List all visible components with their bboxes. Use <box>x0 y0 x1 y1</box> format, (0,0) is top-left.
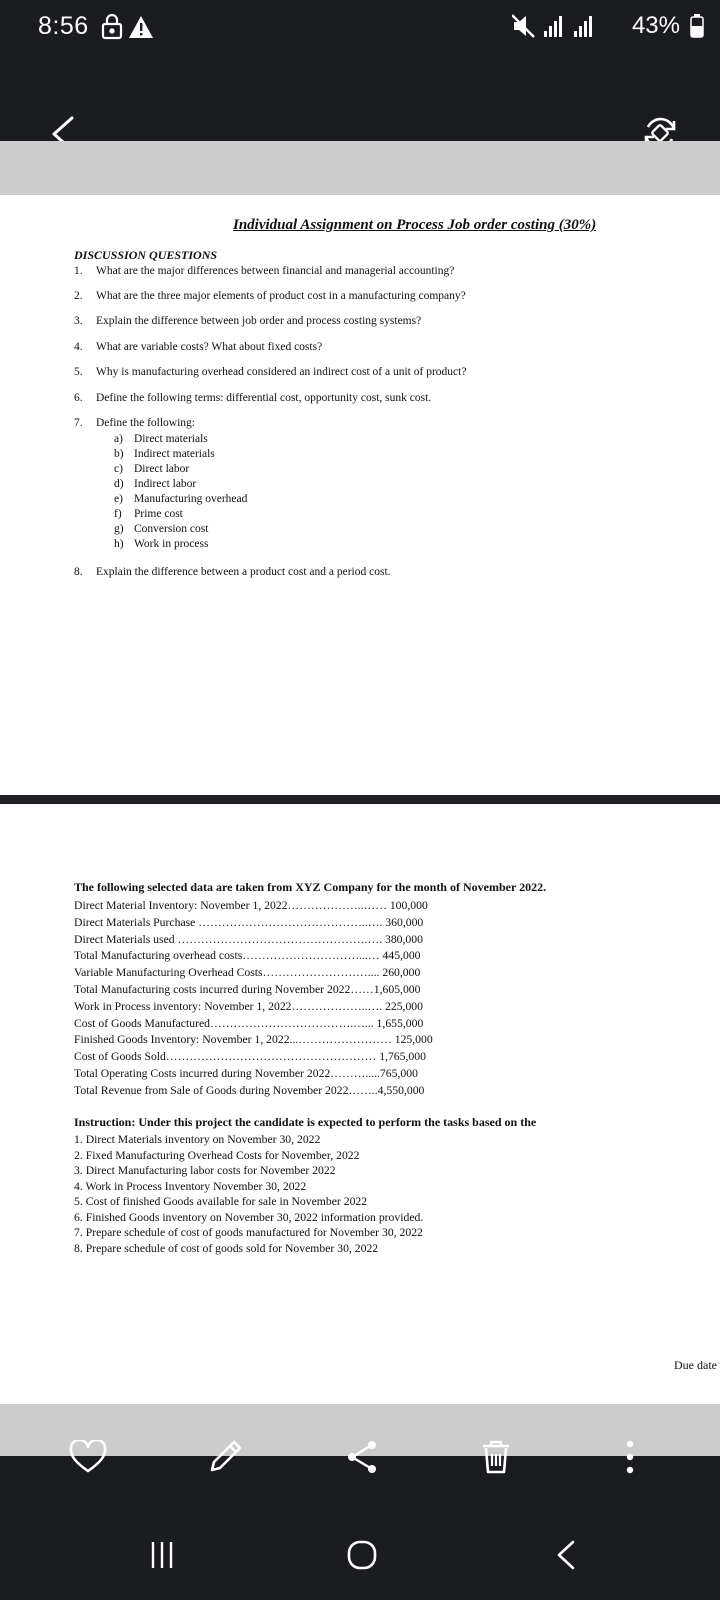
question-4: 4. What are variable costs? What about fixed costs? <box>74 341 323 353</box>
edit-button[interactable] <box>203 1435 247 1479</box>
viewer-gray-strip <box>0 141 720 195</box>
nav-back-button[interactable] <box>544 1533 588 1577</box>
data-line: Direct Material Inventory: November 1, 2022………………..…… 100,000 <box>74 899 428 912</box>
list-item: 5. Cost of finished Goods available for sale in November 2022 <box>74 1195 368 1208</box>
instruction-heading: Instruction: Under this project the candidate is expected to perform the tasks based on the <box>74 1115 537 1129</box>
define-list <box>114 432 247 552</box>
list-item: 7. Prepare schedule of cost of goods manufactured for November 30, 2022 <box>74 1226 423 1239</box>
share-icon <box>344 1438 382 1476</box>
question-6: 6. Define the following terms: differential cost, opportunity cost, sunk cost. <box>74 392 432 404</box>
data-line: Cost of Goods Manufactured……………………………….…... 1,655,000 <box>74 1016 424 1030</box>
list-item: 4. Work in Process Inventory November 30, 2022 <box>74 1179 307 1193</box>
data-line: Work in Process inventory: November 1, 2022………………..…. 225,000 <box>74 999 423 1013</box>
question-2: 2. What are the three major elements of product cost in a manufacturing company? <box>74 290 466 302</box>
data-line: Total Operating Costs incurred during November 2022……….....765,000 <box>74 1066 418 1080</box>
status-time: 8:56 <box>38 12 89 40</box>
data-line: Direct Materials Purchase ……………………………………..…. 360,000 <box>74 915 424 929</box>
recents-button[interactable] <box>140 1533 184 1577</box>
assignment-title: Individual Assignment on Process Job order costing (30%) <box>233 217 597 233</box>
question-3: 3. Explain the difference between job order and process costing systems? <box>74 315 422 327</box>
list-item: f) Prime cost <box>114 508 183 520</box>
battery-icon <box>690 14 704 38</box>
edit-icon <box>206 1438 244 1476</box>
lock-icon <box>103 15 121 38</box>
home-button[interactable] <box>340 1533 384 1577</box>
list-item: 8. Prepare schedule of cost of goods sold for November 30, 2022 <box>74 1241 379 1255</box>
list-item: g) Conversion cost <box>114 523 209 535</box>
data-line: Cost of Goods Sold……………………………………………… 1,765,000 <box>74 1050 426 1064</box>
page-divider <box>0 795 720 804</box>
trash-icon <box>477 1438 515 1476</box>
data-line: Variable Manufacturing Overhead Costs……………………….... 260,000 <box>74 966 421 980</box>
list-item: e) Manufacturing overhead <box>114 493 248 505</box>
data-line: Total Manufacturing costs incurred during November 2022……1,605,000 <box>74 982 421 996</box>
data-heading: The following selected data are taken from XYZ Company for the month of November 2022. <box>74 880 547 894</box>
document-page-2 <box>0 804 720 1404</box>
signal-icon <box>544 16 592 37</box>
back-icon <box>553 1539 579 1571</box>
delete-button[interactable] <box>474 1435 518 1479</box>
data-line: Finished Goods Inventory: November 1, 2022...…………………… 125,000 <box>74 1033 433 1047</box>
due-date-label: Due date <box>674 1358 717 1372</box>
status-bar <box>0 0 720 56</box>
warning-icon <box>129 16 153 38</box>
list-item: c) Direct labor <box>114 463 190 475</box>
more-options-button[interactable] <box>608 1435 652 1479</box>
data-line: Total Manufacturing overhead costs…………………………...… 445,000 <box>74 949 421 963</box>
list-item: 1. Direct Materials inventory on November 30, 2022 <box>74 1133 321 1146</box>
discussion-heading: DISCUSSION QUESTIONS <box>74 248 218 262</box>
list-item: 6. Finished Goods inventory on November 30, 2022 information provided. <box>74 1210 424 1224</box>
viewer-top-bar <box>0 56 720 141</box>
list-item: 2. Fixed Manufacturing Overhead Costs for November, 2022 <box>74 1148 360 1162</box>
battery-percentage: 43% <box>631 12 680 39</box>
data-list <box>74 898 433 1100</box>
instruction-list <box>74 1132 423 1256</box>
mute-icon <box>512 15 534 37</box>
document-page-1 <box>0 195 720 795</box>
list-item: h) Work in process <box>114 538 209 550</box>
favorite-button[interactable] <box>66 1435 110 1479</box>
list-item: d) Indirect labor <box>114 478 197 490</box>
question-7: 7. Define the following: <box>74 417 196 429</box>
recents-icon <box>147 1540 177 1570</box>
status-left-icons <box>101 14 161 45</box>
list-item: 3. Direct Manufacturing labor costs for November 2022 <box>74 1164 336 1177</box>
data-line: Direct Materials used ………………………………………….…. 380,000 <box>74 932 423 946</box>
question-1: 1. What are the major differences between financial and managerial accounting? <box>74 265 455 277</box>
list-item: a) Direct materials <box>114 433 208 445</box>
more-icon <box>623 1438 637 1476</box>
heart-icon <box>69 1440 107 1474</box>
status-right-icons <box>512 12 704 40</box>
share-button[interactable] <box>341 1435 385 1479</box>
list-item: b) Indirect materials <box>114 448 215 460</box>
home-icon <box>346 1539 378 1571</box>
data-line: Total Revenue from Sale of Goods during November 2022……..4,550,000 <box>74 1083 425 1097</box>
question-5: 5. Why is manufacturing overhead considered an indirect cost of a unit of product? <box>74 366 467 378</box>
question-8: 8. Explain the difference between a product cost and a period cost. <box>74 566 391 578</box>
